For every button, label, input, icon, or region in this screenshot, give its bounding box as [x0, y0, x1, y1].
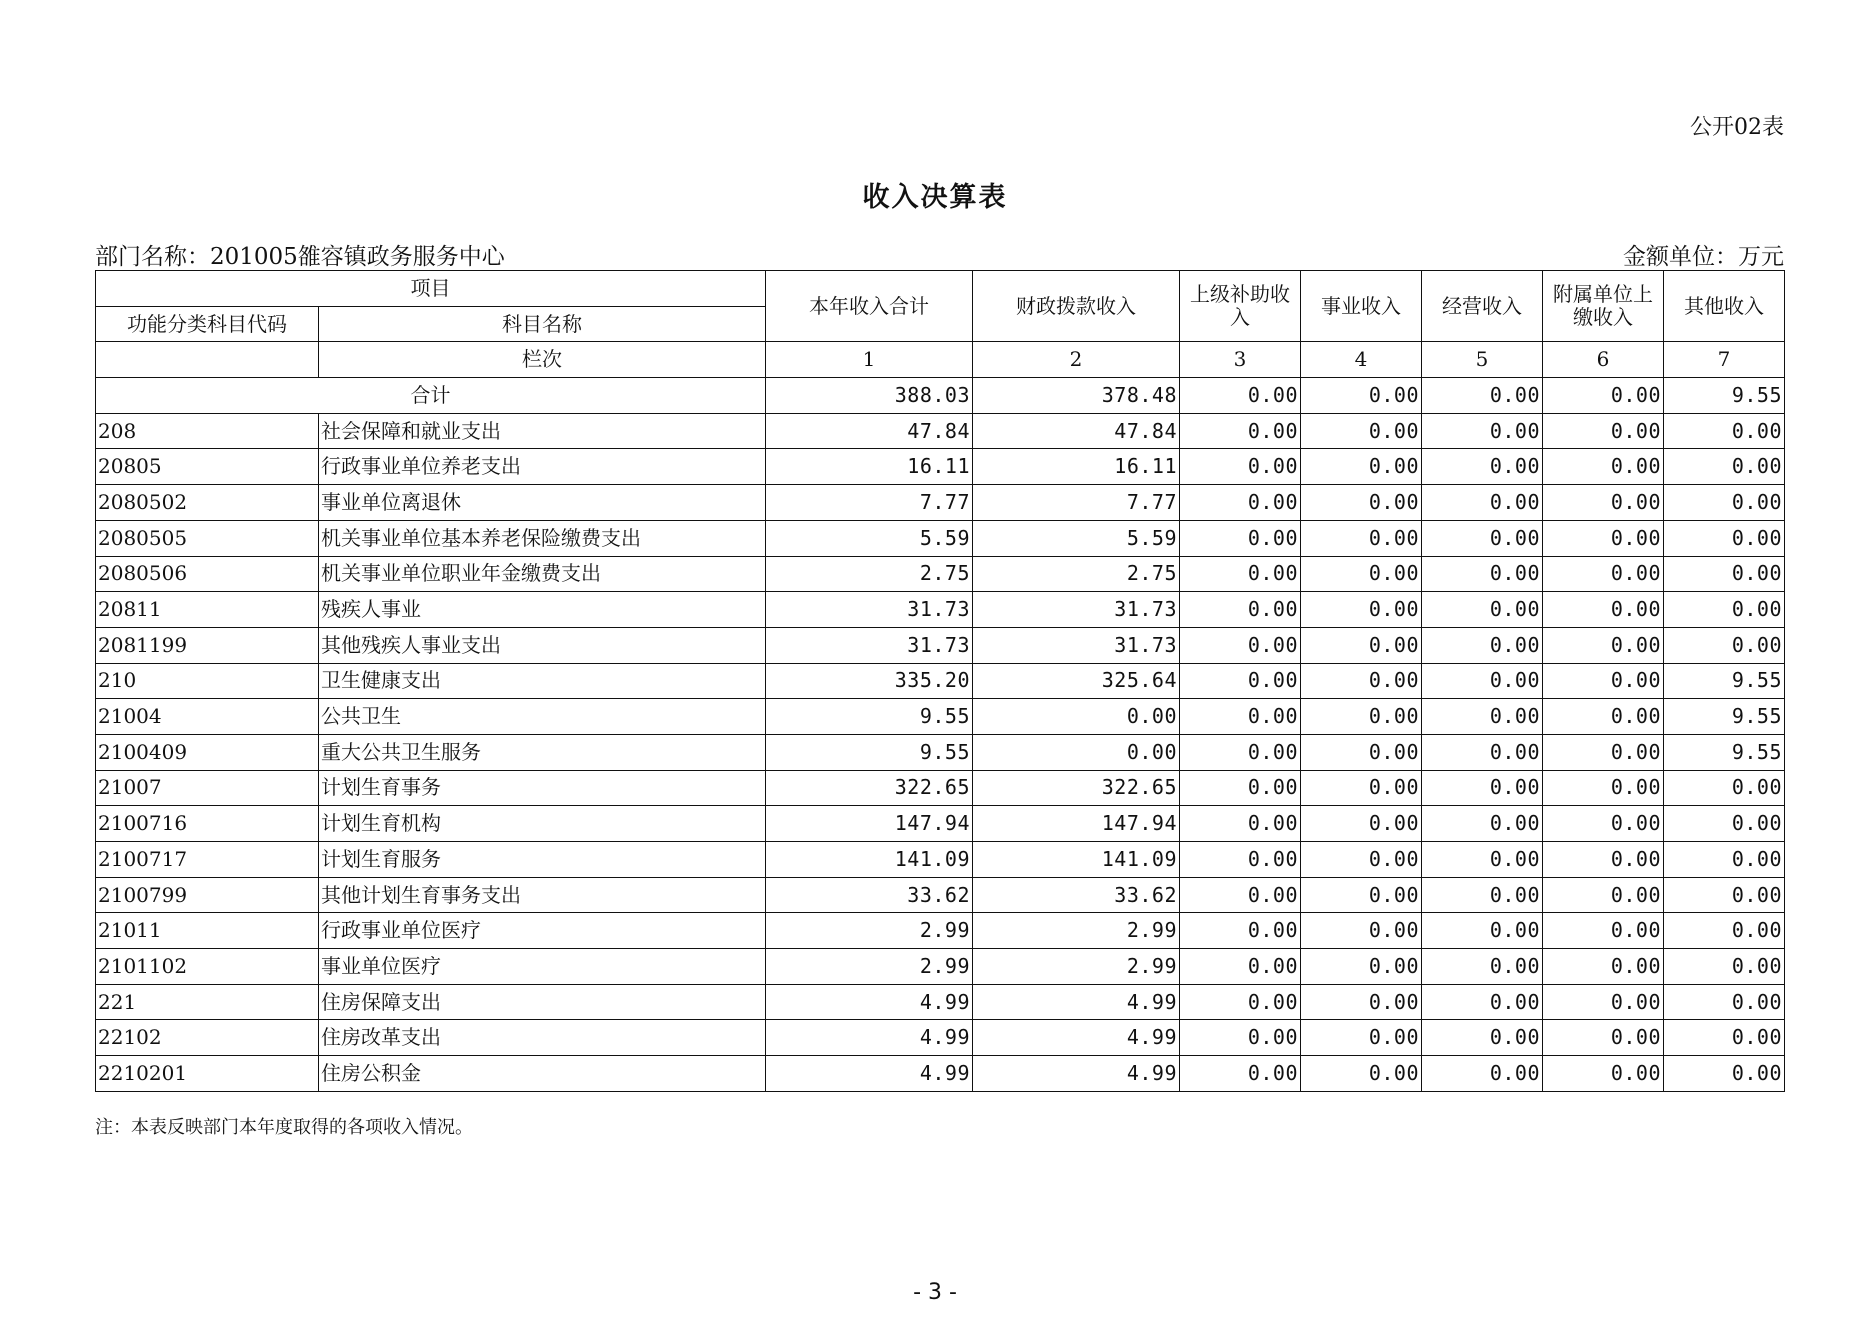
- column-number: 5: [1422, 342, 1543, 378]
- amount-cell: 0.00: [1301, 556, 1422, 592]
- table-row: [96, 984, 1785, 1020]
- amount-cell: 9.55: [766, 734, 973, 770]
- amount-cell: 47.84: [973, 413, 1180, 449]
- amount-cell: 0.00: [1543, 877, 1664, 913]
- subject-code: 221: [96, 984, 319, 1020]
- amount-cell: 0.00: [1664, 485, 1785, 521]
- total-value: 0.00: [1422, 378, 1543, 414]
- header-code: 功能分类科目代码: [96, 306, 319, 342]
- amount-cell: 9.55: [1664, 734, 1785, 770]
- total-value: 378.48: [973, 378, 1180, 414]
- amount-cell: 47.84: [766, 413, 973, 449]
- amount-cell: 0.00: [1422, 877, 1543, 913]
- amount-cell: 0.00: [1301, 770, 1422, 806]
- amount-cell: 0.00: [1301, 877, 1422, 913]
- amount-cell: 0.00: [1301, 734, 1422, 770]
- subject-code: 2101102: [96, 949, 319, 985]
- amount-cell: 0.00: [1664, 1020, 1785, 1056]
- amount-cell: 0.00: [973, 734, 1180, 770]
- header-other: 其他收入: [1664, 271, 1785, 342]
- amount-cell: 0.00: [1301, 699, 1422, 735]
- amount-cell: 0.00: [1543, 556, 1664, 592]
- amount-cell: 0.00: [1664, 770, 1785, 806]
- table-row: [96, 770, 1785, 806]
- amount-cell: 0.00: [1664, 984, 1785, 1020]
- subject-code: 210: [96, 663, 319, 699]
- income-table: [95, 270, 1785, 1092]
- amount-cell: 322.65: [973, 770, 1180, 806]
- amount-cell: 0.00: [1422, 842, 1543, 878]
- amount-unit: 金额单位：万元: [1623, 244, 1784, 270]
- amount-cell: 0.00: [1180, 485, 1301, 521]
- table-row: [96, 699, 1785, 735]
- amount-cell: 0.00: [1180, 556, 1301, 592]
- amount-cell: 0.00: [1664, 877, 1785, 913]
- total-value: 0.00: [1301, 378, 1422, 414]
- column-number: 6: [1543, 342, 1664, 378]
- subject-code: 2100409: [96, 734, 319, 770]
- table-row: [96, 949, 1785, 985]
- subject-name: 行政事业单位医疗: [319, 913, 766, 949]
- subject-code: 2080502: [96, 485, 319, 521]
- amount-cell: 0.00: [1543, 663, 1664, 699]
- amount-cell: 5.59: [973, 520, 1180, 556]
- subject-name: 其他计划生育事务支出: [319, 877, 766, 913]
- amount-cell: 0.00: [1301, 449, 1422, 485]
- amount-cell: 0.00: [1543, 770, 1664, 806]
- subject-name: 计划生育事务: [319, 770, 766, 806]
- subject-name: 其他残疾人事业支出: [319, 627, 766, 663]
- total-value: 9.55: [1664, 378, 1785, 414]
- amount-cell: 0.00: [1543, 485, 1664, 521]
- amount-cell: 0.00: [1664, 413, 1785, 449]
- subject-name: 住房公积金: [319, 1056, 766, 1092]
- amount-cell: 0.00: [1301, 413, 1422, 449]
- document-title: 收入决算表: [862, 182, 1008, 213]
- amount-cell: 0.00: [1422, 984, 1543, 1020]
- header-affiliated: 附属单位上缴收入: [1543, 271, 1664, 342]
- table-row: [96, 556, 1785, 592]
- amount-cell: 0.00: [1543, 1056, 1664, 1092]
- amount-cell: 0.00: [1180, 413, 1301, 449]
- amount-cell: 0.00: [1543, 1020, 1664, 1056]
- amount-cell: 0.00: [1422, 770, 1543, 806]
- amount-cell: 0.00: [1180, 770, 1301, 806]
- subject-name: 行政事业单位养老支出: [319, 449, 766, 485]
- subject-name: 机关事业单位职业年金缴费支出: [319, 556, 766, 592]
- amount-cell: 0.00: [1301, 842, 1422, 878]
- amount-cell: 0.00: [1543, 984, 1664, 1020]
- column-number: 3: [1180, 342, 1301, 378]
- amount-cell: 0.00: [1543, 806, 1664, 842]
- header-total-income: 本年收入合计: [766, 271, 973, 342]
- amount-cell: 0.00: [1422, 1020, 1543, 1056]
- amount-cell: 0.00: [973, 699, 1180, 735]
- amount-cell: 0.00: [1543, 520, 1664, 556]
- amount-cell: 0.00: [1664, 449, 1785, 485]
- amount-cell: 2.99: [973, 949, 1180, 985]
- table-row: [96, 1020, 1785, 1056]
- header-operating: 经营收入: [1422, 271, 1543, 342]
- amount-cell: 0.00: [1543, 949, 1664, 985]
- amount-cell: 147.94: [973, 806, 1180, 842]
- amount-cell: 0.00: [1422, 806, 1543, 842]
- subject-code: 2100717: [96, 842, 319, 878]
- subject-code: 208: [96, 413, 319, 449]
- total-label: 合计: [96, 378, 766, 414]
- amount-cell: 7.77: [766, 485, 973, 521]
- amount-cell: 0.00: [1301, 627, 1422, 663]
- amount-cell: 0.00: [1543, 734, 1664, 770]
- amount-cell: 0.00: [1180, 592, 1301, 628]
- amount-cell: 0.00: [1664, 949, 1785, 985]
- table-row: [96, 806, 1785, 842]
- amount-cell: 0.00: [1180, 1056, 1301, 1092]
- subject-code: 2081199: [96, 627, 319, 663]
- amount-cell: 0.00: [1301, 984, 1422, 1020]
- column-order-label: 栏次: [319, 342, 766, 378]
- table-row: [96, 627, 1785, 663]
- total-value: 0.00: [1180, 378, 1301, 414]
- table-row: [96, 913, 1785, 949]
- amount-cell: 5.59: [766, 520, 973, 556]
- amount-cell: 0.00: [1301, 520, 1422, 556]
- header-project: 项目: [96, 271, 766, 307]
- amount-cell: 0.00: [1422, 485, 1543, 521]
- amount-cell: 141.09: [766, 842, 973, 878]
- amount-cell: 0.00: [1422, 913, 1543, 949]
- amount-cell: 0.00: [1180, 627, 1301, 663]
- amount-cell: 0.00: [1301, 592, 1422, 628]
- amount-cell: 7.77: [973, 485, 1180, 521]
- total-value: 388.03: [766, 378, 973, 414]
- subject-name: 卫生健康支出: [319, 663, 766, 699]
- amount-cell: 16.11: [973, 449, 1180, 485]
- amount-cell: 0.00: [1422, 413, 1543, 449]
- subject-code: 2100716: [96, 806, 319, 842]
- amount-cell: 322.65: [766, 770, 973, 806]
- subject-name: 残疾人事业: [319, 592, 766, 628]
- amount-cell: 16.11: [766, 449, 973, 485]
- amount-cell: 0.00: [1422, 520, 1543, 556]
- amount-cell: 141.09: [973, 842, 1180, 878]
- header-name: 科目名称: [319, 306, 766, 342]
- table-note: 注：本表反映部门本年度取得的各项收入情况。: [95, 1117, 473, 1138]
- header-business: 事业收入: [1301, 271, 1422, 342]
- amount-cell: 2.99: [973, 913, 1180, 949]
- amount-cell: 0.00: [1301, 663, 1422, 699]
- amount-cell: 0.00: [1301, 949, 1422, 985]
- amount-cell: 0.00: [1664, 1056, 1785, 1092]
- subject-code: 20811: [96, 592, 319, 628]
- amount-cell: 0.00: [1301, 806, 1422, 842]
- table-row: [96, 485, 1785, 521]
- total-value: 0.00: [1543, 378, 1664, 414]
- amount-cell: 31.73: [766, 627, 973, 663]
- amount-cell: 2.99: [766, 913, 973, 949]
- header-row-1: [96, 271, 1785, 307]
- table-row: [96, 592, 1785, 628]
- amount-cell: 335.20: [766, 663, 973, 699]
- table-row: [96, 449, 1785, 485]
- amount-cell: 0.00: [1664, 592, 1785, 628]
- subject-code: 2080506: [96, 556, 319, 592]
- amount-cell: 33.62: [766, 877, 973, 913]
- amount-cell: 0.00: [1664, 806, 1785, 842]
- amount-cell: 2.75: [973, 556, 1180, 592]
- amount-cell: 0.00: [1180, 734, 1301, 770]
- page-number: - 3 -: [913, 1280, 957, 1305]
- subject-name: 事业单位离退休: [319, 485, 766, 521]
- amount-cell: 31.73: [766, 592, 973, 628]
- table-row: [96, 842, 1785, 878]
- subject-name: 事业单位医疗: [319, 949, 766, 985]
- amount-cell: 31.73: [973, 592, 1180, 628]
- amount-cell: 0.00: [1422, 627, 1543, 663]
- table-row: [96, 413, 1785, 449]
- subject-code: 2100799: [96, 877, 319, 913]
- subject-code: 2210201: [96, 1056, 319, 1092]
- subject-name: 机关事业单位基本养老保险缴费支出: [319, 520, 766, 556]
- subject-code: 22102: [96, 1020, 319, 1056]
- amount-cell: 0.00: [1301, 485, 1422, 521]
- amount-cell: 0.00: [1180, 877, 1301, 913]
- amount-cell: 0.00: [1180, 449, 1301, 485]
- amount-cell: 0.00: [1664, 520, 1785, 556]
- amount-cell: 0.00: [1543, 449, 1664, 485]
- amount-cell: 9.55: [766, 699, 973, 735]
- amount-cell: 0.00: [1422, 449, 1543, 485]
- department-name: 部门名称：201005雒容镇政务服务中心: [95, 244, 505, 270]
- amount-cell: 0.00: [1180, 913, 1301, 949]
- amount-cell: 0.00: [1180, 842, 1301, 878]
- table-row: [96, 520, 1785, 556]
- amount-cell: 147.94: [766, 806, 973, 842]
- column-number: 1: [766, 342, 973, 378]
- amount-cell: 0.00: [1543, 627, 1664, 663]
- header-fiscal: 财政拨款收入: [973, 271, 1180, 342]
- amount-cell: 4.99: [766, 1056, 973, 1092]
- amount-cell: 0.00: [1422, 699, 1543, 735]
- amount-cell: 0.00: [1422, 734, 1543, 770]
- form-number: 公开02表: [1690, 115, 1784, 140]
- amount-cell: 9.55: [1664, 663, 1785, 699]
- amount-cell: 0.00: [1180, 984, 1301, 1020]
- amount-cell: 0.00: [1180, 520, 1301, 556]
- amount-cell: 0.00: [1543, 913, 1664, 949]
- amount-cell: 0.00: [1422, 592, 1543, 628]
- subject-name: 住房改革支出: [319, 1020, 766, 1056]
- amount-cell: 4.99: [973, 1020, 1180, 1056]
- amount-cell: 0.00: [1301, 1056, 1422, 1092]
- subject-code: 21007: [96, 770, 319, 806]
- amount-cell: 0.00: [1543, 413, 1664, 449]
- amount-cell: 0.00: [1422, 663, 1543, 699]
- total-row: [96, 378, 1785, 414]
- subject-name: 重大公共卫生服务: [319, 734, 766, 770]
- amount-cell: 325.64: [973, 663, 1180, 699]
- amount-cell: 9.55: [1664, 699, 1785, 735]
- amount-cell: 4.99: [973, 1056, 1180, 1092]
- amount-cell: 0.00: [1180, 949, 1301, 985]
- amount-cell: 4.99: [973, 984, 1180, 1020]
- subject-name: 计划生育机构: [319, 806, 766, 842]
- subject-name: 社会保障和就业支出: [319, 413, 766, 449]
- table-row: [96, 663, 1785, 699]
- amount-cell: 0.00: [1422, 949, 1543, 985]
- table-row: [96, 1056, 1785, 1092]
- column-number-row: [96, 342, 1785, 378]
- amount-cell: 4.99: [766, 1020, 973, 1056]
- column-number: 7: [1664, 342, 1785, 378]
- table-row: [96, 877, 1785, 913]
- table-row: [96, 734, 1785, 770]
- subject-code: 21011: [96, 913, 319, 949]
- column-number: 4: [1301, 342, 1422, 378]
- amount-cell: 0.00: [1180, 1020, 1301, 1056]
- subject-code: 20805: [96, 449, 319, 485]
- amount-cell: 0.00: [1664, 842, 1785, 878]
- amount-cell: 0.00: [1301, 1020, 1422, 1056]
- subject-code: 2080505: [96, 520, 319, 556]
- amount-cell: 0.00: [1543, 699, 1664, 735]
- amount-cell: 0.00: [1180, 663, 1301, 699]
- subject-name: 住房保障支出: [319, 984, 766, 1020]
- amount-cell: 0.00: [1664, 556, 1785, 592]
- amount-cell: 4.99: [766, 984, 973, 1020]
- amount-cell: 0.00: [1301, 913, 1422, 949]
- amount-cell: 31.73: [973, 627, 1180, 663]
- amount-cell: 0.00: [1180, 806, 1301, 842]
- amount-cell: 33.62: [973, 877, 1180, 913]
- header-superior: 上级补助收入: [1180, 271, 1301, 342]
- amount-cell: 0.00: [1180, 699, 1301, 735]
- subject-code: 21004: [96, 699, 319, 735]
- amount-cell: 2.75: [766, 556, 973, 592]
- amount-cell: 0.00: [1664, 627, 1785, 663]
- amount-cell: 0.00: [1664, 913, 1785, 949]
- subject-name: 计划生育服务: [319, 842, 766, 878]
- amount-cell: 2.99: [766, 949, 973, 985]
- amount-cell: 0.00: [1543, 592, 1664, 628]
- amount-cell: 0.00: [1543, 842, 1664, 878]
- column-number: 2: [973, 342, 1180, 378]
- amount-cell: 0.00: [1422, 556, 1543, 592]
- subject-name: 公共卫生: [319, 699, 766, 735]
- column-number-blank: [96, 342, 319, 378]
- amount-cell: 0.00: [1422, 1056, 1543, 1092]
